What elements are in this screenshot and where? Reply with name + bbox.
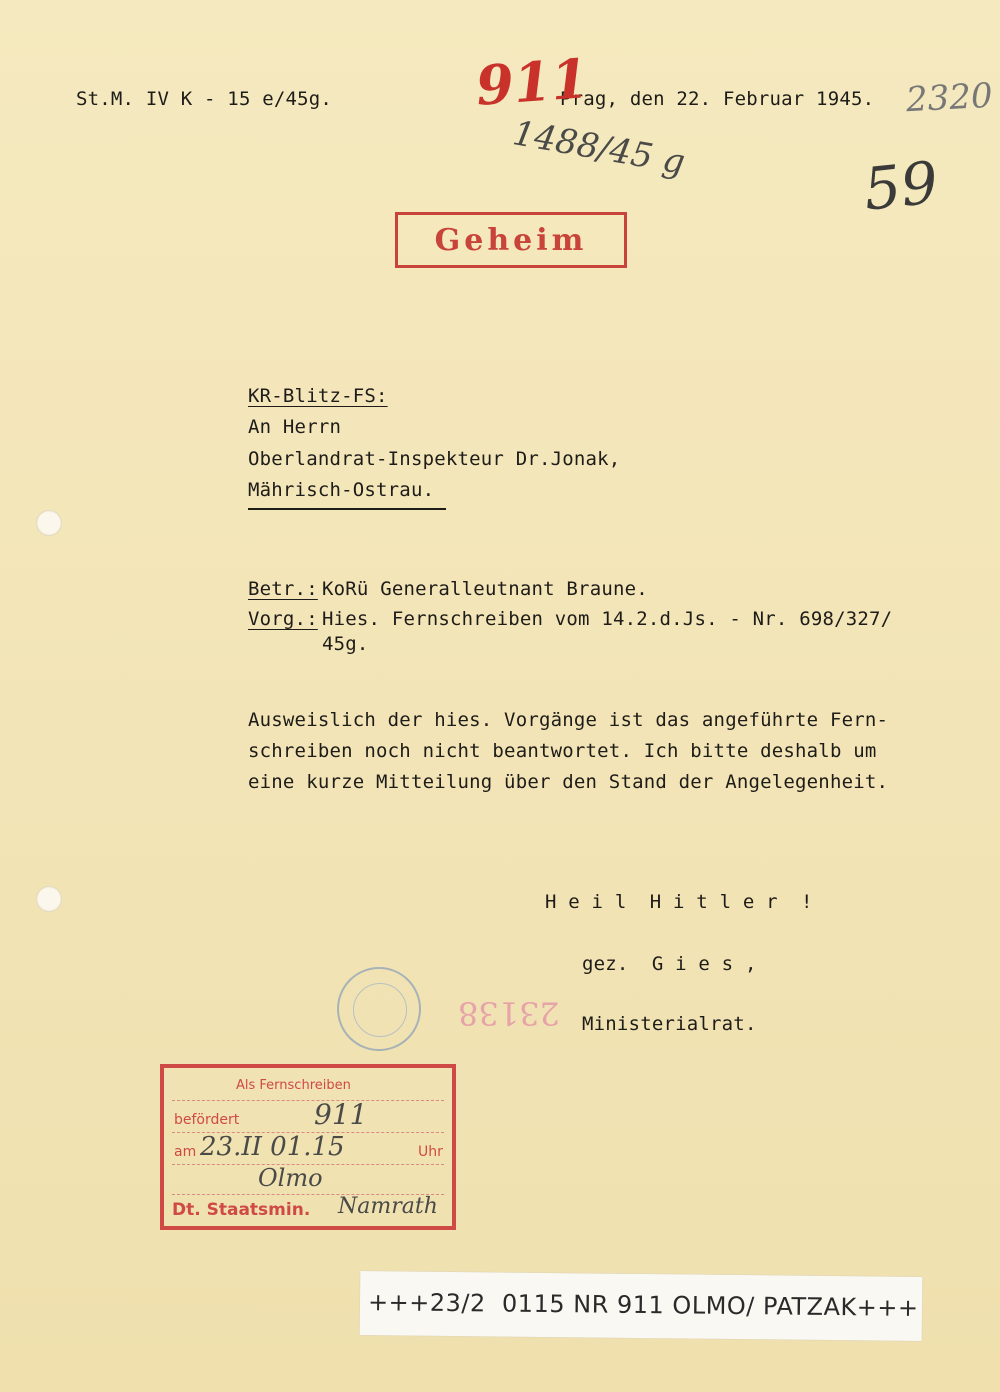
- punch-hole-upper: [36, 510, 62, 536]
- body-line: Ausweislich der hies. Vorgänge ist das angeführte Fern-: [248, 709, 889, 731]
- body-line: eine kurze Mitteilung über den Stand der Angelegenheit.: [248, 771, 889, 793]
- stamp-value-place: Olmo: [258, 1164, 323, 1192]
- subject-label: Betr.:: [248, 578, 318, 600]
- address-rule: [248, 508, 446, 510]
- stamp-value-datetime: 23.II 01.15: [200, 1132, 345, 1162]
- place-and-date: Prag, den 22. Februar 1945.: [560, 88, 875, 110]
- classification-text: Geheim: [434, 222, 588, 258]
- pink-stamped-number: 23138: [458, 994, 560, 1032]
- recipient-name: Oberlandrat-Inspekteur Dr.Jonak,: [248, 448, 621, 470]
- seal-emblem: [353, 983, 407, 1037]
- red-handwritten-mark: 911: [473, 46, 591, 118]
- folio-number-handwritten: 59: [860, 148, 942, 224]
- previous-text-line2: 45g.: [322, 633, 369, 655]
- previous-text-line1: Hies. Fernschreiben vom 14.2.d.Js. - Nr. 698/327/: [322, 608, 893, 630]
- previous-label: Vorg.:: [248, 608, 318, 630]
- teleprinter-strip-text: +++23/2 0115 NR 911 OLMO/ PATZAK+++: [367, 1288, 919, 1322]
- punch-hole-lower: [36, 886, 62, 912]
- teleprinter-receipt-stamp: [160, 1064, 456, 1230]
- signature-line: gez. G i e s ,: [582, 953, 757, 975]
- signatory-title: Ministerialrat.: [582, 1013, 757, 1035]
- closing-greeting: H e i l H i t l e r !: [545, 891, 813, 913]
- stamp-label-am: am: [174, 1144, 197, 1160]
- reference-number: St.M. IV K - 15 e/45g.: [76, 88, 333, 110]
- top-right-handwritten-number: 2320: [905, 75, 994, 121]
- transmission-channel: KR-Blitz-FS:: [248, 385, 388, 407]
- recipient-place: Mährisch-Ostrau.: [248, 479, 435, 501]
- stamp-heading: Als Fernschreiben: [236, 1078, 351, 1093]
- subject-text: KoRü Generalleutnant Braune.: [322, 578, 648, 600]
- stamp-label-befoerdert: befördert: [174, 1112, 240, 1128]
- journal-number-handwritten: 1488/45 g: [509, 113, 688, 183]
- body-line: schreiben noch nicht beantwortet. Ich bitte deshalb um: [248, 740, 877, 762]
- classification-stamp: [395, 212, 627, 268]
- stamp-label-uhr: Uhr: [418, 1144, 443, 1160]
- stamp-value-number: 911: [314, 1098, 368, 1131]
- teleprinter-strip: [360, 1271, 923, 1341]
- round-seal-stamp: [337, 967, 421, 1051]
- stamp-footer-signature: Namrath: [338, 1194, 438, 1219]
- stamp-footer-label: Dt. Staatsmin.: [172, 1200, 311, 1220]
- stamp-rule: [172, 1100, 444, 1101]
- salutation: An Herrn: [248, 416, 342, 438]
